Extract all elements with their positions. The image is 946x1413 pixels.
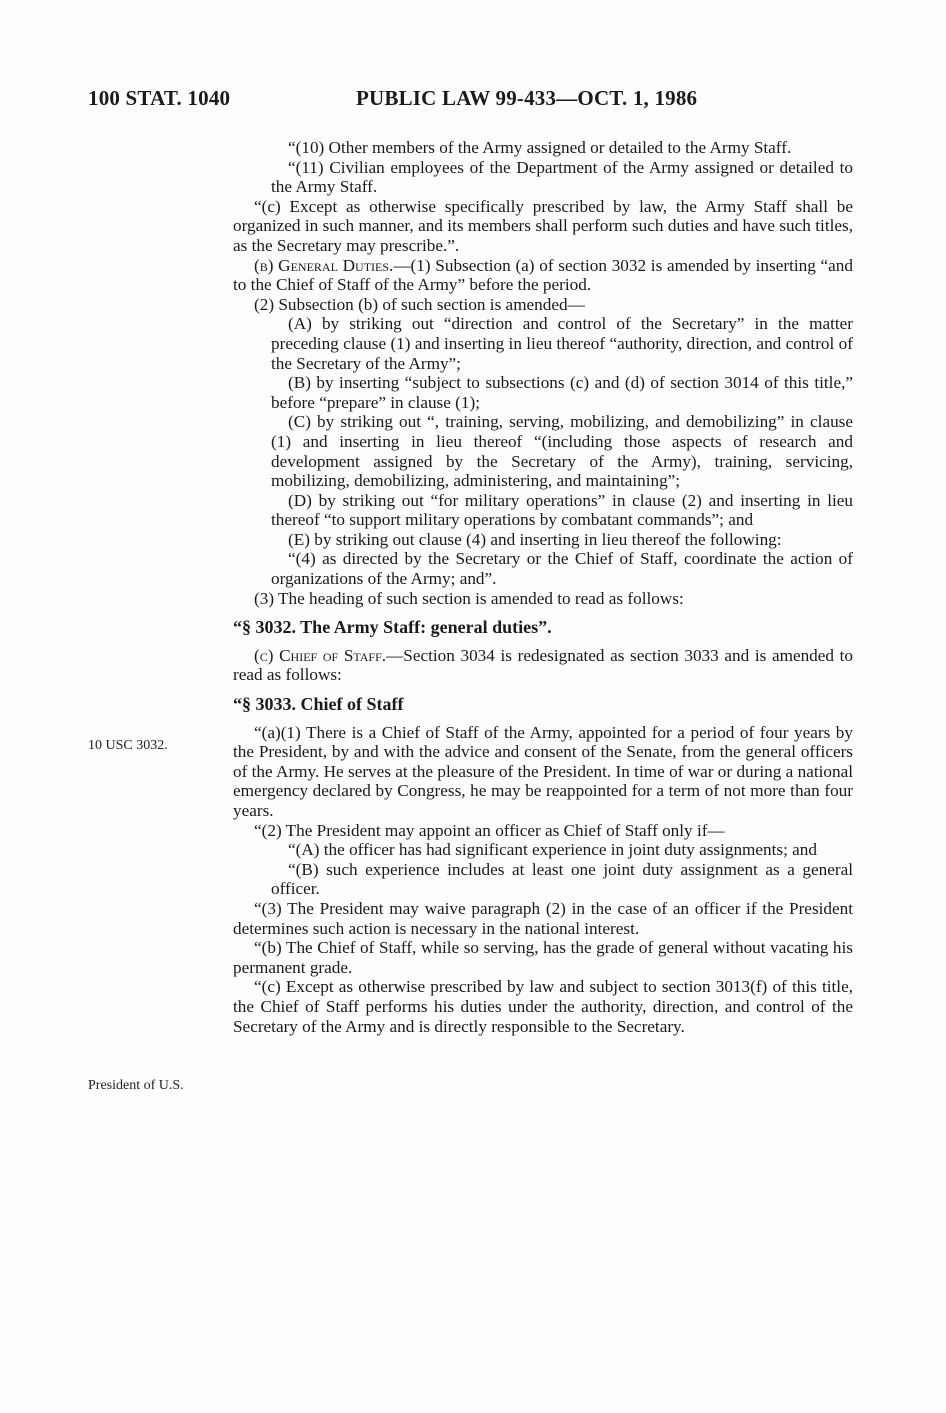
- document-body: [233, 138, 853, 1036]
- paragraph-a2: “(2) The President may appoint an officer as Chief of Staff only if—: [254, 820, 725, 840]
- general-duties-heading: (b) General Duties.: [254, 255, 394, 275]
- paragraph-D: (D) by striking out “for military operations” in clause (2) and inserting in lieu thereof “to support military operations by combatant commands”; and: [271, 490, 853, 530]
- paragraph-B: (B) by inserting “subject to subsections (c) and (d) of section 3014 of this title,” before “prepare” in clause (1);: [271, 373, 853, 412]
- paragraph-E: (E) by striking out clause (4) and inserting in lieu thereof the following:: [288, 529, 782, 549]
- paragraph-a3: “(3) The President may waive paragraph (2) in the case of an officer if the President determines such action is necessary in the national interest.: [233, 898, 853, 938]
- section-3032-heading: “§ 3032. The Army Staff: general duties”.: [233, 617, 552, 638]
- chief-of-staff-heading: (c) Chief of Staff.: [254, 645, 387, 665]
- general-duties-text: —(1) Subsection (a) of section 3032 is amended by inserting “and to the Chief of Staff of the Army” before the period.: [233, 255, 853, 295]
- paragraph-a1: “(a)(1) There is a Chief of Staff of the Army, appointed for a period of four years by the President, by and with the advice and consent of the Senate, from the general officers of the Army. He serves at the pleasure of the President. In time of war or during a national emergency declared by Congress, he may be reappointed for a term of not more than four years.: [233, 722, 853, 820]
- paragraph-a2-B: “(B) such experience includes at least one joint duty assignment as a general officer.: [271, 859, 853, 899]
- public-law-title: PUBLIC LAW 99-433—OCT. 1, 1986: [356, 86, 698, 110]
- paragraph-a2-A: “(A) the officer has had significant experience in joint duty assignments; and: [288, 840, 817, 860]
- margin-note-president: President of U.S.: [88, 1078, 184, 1093]
- margin-note-usc: 10 USC 3032.: [88, 738, 168, 753]
- paragraph-A: (A) by striking out “direction and control of the Secretary” in the matter preceding clause (1) and inserting in lieu thereof “authority, direction, and control of the Secretary of the Army”;: [271, 314, 853, 373]
- paragraph-4: “(4) as directed by the Secretary or the Chief of Staff, coordinate the action of organizations of the Army; and”.: [271, 549, 853, 589]
- paragraph-b-grade: “(b) The Chief of Staff, while so serving, has the grade of general without vacating his permanent grade.: [233, 938, 853, 977]
- paragraph-c-chief-of-staff: [233, 646, 853, 685]
- paragraph-3: (3) The heading of such section is amended to read as follows:: [254, 588, 684, 608]
- paragraph-c: “(c) Except as otherwise specifically prescribed by law, the Army Staff shall be organized in such manner, and its members shall perform such duties and have such titles, as the Secretary may prescribe.”.: [233, 196, 853, 255]
- section-3033-heading: “§ 3033. Chief of Staff: [233, 694, 404, 715]
- paragraph-11: “(11) Civilian employees of the Department of the Army assigned or detailed to the Army Staff.: [271, 157, 853, 197]
- paragraph-c-duties: “(c) Except as otherwise prescribed by law and subject to section 3013(f) of this title, the Chief of Staff performs his duties under the authority, direction, and control of the Secretary of the Army and is directly responsible to the Secretary.: [233, 977, 853, 1036]
- chief-of-staff-text: —Section 3034 is redesignated as section 3033 and is amended to read as follows:: [233, 645, 853, 685]
- paragraph-b-general-duties: [233, 256, 853, 295]
- paragraph-2: (2) Subsection (b) of such section is amended—: [254, 294, 585, 314]
- stat-page-number: 100 STAT. 1040: [88, 86, 231, 110]
- paragraph-10: “(10) Other members of the Army assigned or detailed to the Army Staff.: [288, 138, 792, 157]
- paragraph-C: (C) by striking out “, training, serving, mobilizing, and demobilizing” in clause (1) and inserting in lieu thereof “(including those aspects of research and development assigned by the Secretary of the Army), training, servicing, mobilizing, demobilizing, administering, and maintaining”;: [271, 412, 853, 491]
